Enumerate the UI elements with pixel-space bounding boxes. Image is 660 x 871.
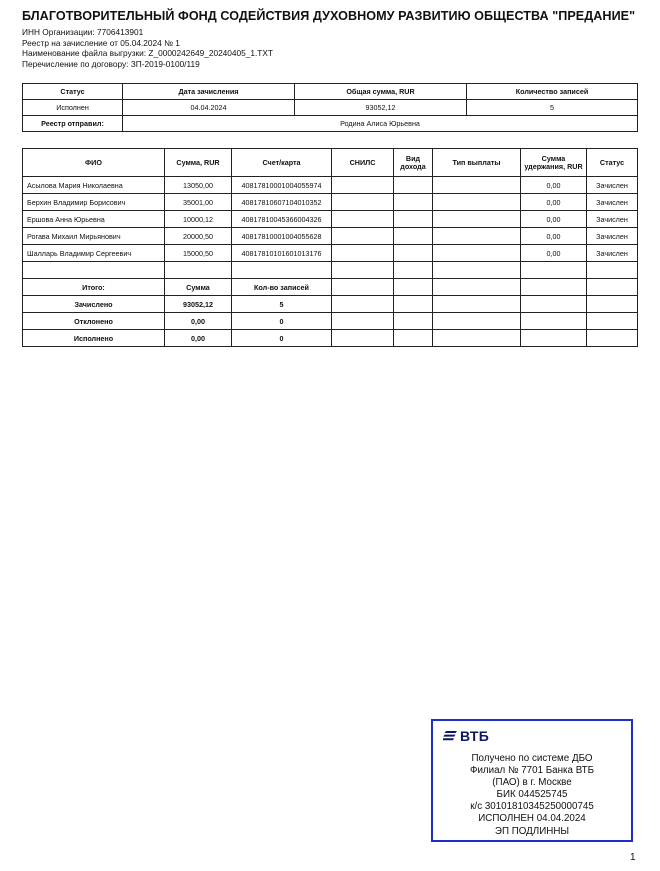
totals-sum: 0,00 xyxy=(165,313,232,330)
totals-label: Исполнено xyxy=(23,330,165,347)
cell-fio: Берхин Владимир Борисович xyxy=(23,194,165,211)
payments-table xyxy=(22,148,638,347)
summary-table xyxy=(22,83,638,132)
stamp-line: Филиал № 7701 Банка ВТБ xyxy=(470,765,594,777)
stamp-line: ЭП ПОДЛИННЫ xyxy=(494,825,570,837)
summary-header-cell: Количество записей xyxy=(467,84,638,100)
cell-income-type xyxy=(394,194,433,211)
empty-cell xyxy=(165,262,232,279)
cell-deduction: 0,00 xyxy=(521,194,587,211)
totals-count: 0 xyxy=(232,313,332,330)
cell-account: 40817810101601013176 xyxy=(232,245,332,262)
table-row xyxy=(23,194,638,211)
totals-header-cell: Сумма xyxy=(165,279,232,296)
cell-deduction: 0,00 xyxy=(521,245,587,262)
empty-cell xyxy=(521,313,587,330)
empty-cell xyxy=(394,279,433,296)
stamp-line: Получено по системе ДБО xyxy=(471,753,593,764)
cell-account: 40817810607104010352 xyxy=(232,194,332,211)
payments-header-row xyxy=(23,149,638,177)
cell-status: Зачислен xyxy=(587,245,638,262)
column-header: Вид дохода xyxy=(394,149,433,177)
cell-payment-type xyxy=(433,245,521,262)
empty-cell xyxy=(394,262,433,279)
empty-cell xyxy=(232,262,332,279)
cell-account: 40817810001004055628 xyxy=(232,228,332,245)
cell-income-type xyxy=(394,211,433,228)
column-header: Сумма, RUR xyxy=(165,149,232,177)
empty-cell xyxy=(394,330,433,347)
bank-stamp xyxy=(431,719,633,842)
stamp-line: (ПАО) в г. Москве xyxy=(492,777,572,789)
column-header: СНИЛС xyxy=(332,149,394,177)
empty-cell xyxy=(433,330,521,347)
stamp-line: к/с 30101810345250000745 xyxy=(470,801,594,813)
cell-snils xyxy=(332,228,394,245)
empty-cell xyxy=(433,262,521,279)
summary-header-cell: Общая сумма, RUR xyxy=(295,84,467,100)
cell-amount: 10000,12 xyxy=(165,211,232,228)
totals-row xyxy=(23,313,638,330)
cell-income-type xyxy=(394,228,433,245)
stamp-line: ИСПОЛНЕН 04.04.2024 xyxy=(478,813,586,825)
cell-account: 40817810001004055974 xyxy=(232,177,332,194)
summary-value-row xyxy=(23,100,638,116)
vtb-logo-icon xyxy=(443,730,457,742)
cell-payment-type xyxy=(433,211,521,228)
empty-cell xyxy=(587,262,638,279)
cell-deduction: 0,00 xyxy=(521,211,587,228)
summary-status: Исполнен xyxy=(23,100,123,116)
column-header: Сумма удержания, RUR xyxy=(521,149,587,177)
column-header: Тип выплаты xyxy=(433,149,521,177)
table-row xyxy=(23,177,638,194)
cell-account: 40817810045366004326 xyxy=(232,211,332,228)
cell-fio: Рогава Михаил Мирьянович xyxy=(23,228,165,245)
cell-fio: Шалларь Владимир Сергеевич xyxy=(23,245,165,262)
contract-line: Перечисление по договору: ЗП-2019-0100/119 xyxy=(22,58,200,69)
totals-label: Зачислено xyxy=(23,296,165,313)
document-meta xyxy=(22,27,273,69)
totals-row xyxy=(23,330,638,347)
summary-header-row xyxy=(23,84,638,100)
totals-sum: 93052,12 xyxy=(165,296,232,313)
registry-line: Реестр на зачисление от 05.04.2024 № 1 xyxy=(22,37,180,48)
cell-snils xyxy=(332,245,394,262)
sender-name: Родина Алиса Юрьевна xyxy=(123,116,638,132)
totals-sum: 0,00 xyxy=(165,330,232,347)
cell-snils xyxy=(332,177,394,194)
empty-cell xyxy=(433,279,521,296)
empty-cell xyxy=(587,330,638,347)
table-row xyxy=(23,228,638,245)
cell-snils xyxy=(332,194,394,211)
empty-cell xyxy=(332,313,394,330)
empty-cell xyxy=(587,296,638,313)
column-header: Счет/карта xyxy=(232,149,332,177)
summary-total: 93052,12 xyxy=(295,100,467,116)
cell-deduction: 0,00 xyxy=(521,177,587,194)
cell-payment-type xyxy=(433,228,521,245)
empty-cell xyxy=(521,330,587,347)
totals-header-cell: Кол-во записей xyxy=(232,279,332,296)
stamp-text xyxy=(433,753,631,838)
empty-cell xyxy=(433,313,521,330)
summary-header-cell: Статус xyxy=(23,84,123,100)
summary-date: 04.04.2024 xyxy=(123,100,295,116)
empty-cell xyxy=(332,296,394,313)
table-row xyxy=(23,211,638,228)
empty-cell xyxy=(521,279,587,296)
column-header: Статус xyxy=(587,149,638,177)
page-number: 1 xyxy=(630,852,636,863)
cell-snils xyxy=(332,211,394,228)
cell-payment-type xyxy=(433,194,521,211)
column-header: ФИО xyxy=(23,149,165,177)
empty-cell xyxy=(587,313,638,330)
empty-cell xyxy=(332,330,394,347)
empty-cell xyxy=(394,296,433,313)
summary-count: 5 xyxy=(467,100,638,116)
summary-sender-row xyxy=(23,116,638,132)
totals-header-cell: Итого: xyxy=(23,279,165,296)
totals-count: 5 xyxy=(232,296,332,313)
empty-cell xyxy=(394,313,433,330)
empty-row xyxy=(23,262,638,279)
file-name-line: Наименование файла выгрузки: Z_0000242649_20240405_1.TXT xyxy=(22,48,273,59)
inn-line: ИНН Организации: 7706413901 xyxy=(22,27,144,37)
cell-fio: Ершова Анна Юрьевна xyxy=(23,211,165,228)
sender-label: Реестр отправил: xyxy=(23,116,123,132)
totals-row xyxy=(23,296,638,313)
cell-amount: 35001,00 xyxy=(165,194,232,211)
cell-amount: 13050,00 xyxy=(165,177,232,194)
cell-status: Зачислен xyxy=(587,194,638,211)
cell-status: Зачислен xyxy=(587,228,638,245)
empty-cell xyxy=(521,262,587,279)
stamp-line: БИК 044525745 xyxy=(496,789,568,801)
empty-cell xyxy=(23,262,165,279)
cell-income-type xyxy=(394,177,433,194)
cell-amount: 15000,50 xyxy=(165,245,232,262)
cell-payment-type xyxy=(433,177,521,194)
table-row xyxy=(23,245,638,262)
cell-deduction: 0,00 xyxy=(521,228,587,245)
cell-status: Зачислен xyxy=(587,177,638,194)
totals-count: 0 xyxy=(232,330,332,347)
empty-cell xyxy=(332,262,394,279)
summary-header-cell: Дата зачисления xyxy=(123,84,295,100)
empty-cell xyxy=(332,279,394,296)
totals-header-row xyxy=(23,279,638,296)
empty-cell xyxy=(587,279,638,296)
cell-status: Зачислен xyxy=(587,211,638,228)
cell-income-type xyxy=(394,245,433,262)
totals-label: Отклонено xyxy=(23,313,165,330)
cell-amount: 20000,50 xyxy=(165,228,232,245)
empty-cell xyxy=(433,296,521,313)
vtb-logo-text: ВТБ xyxy=(460,728,490,744)
cell-fio: Асылова Мария Николаевна xyxy=(23,177,165,194)
organization-title: БЛАГОТВОРИТЕЛЬНЫЙ ФОНД СОДЕЙСТВИЯ ДУХОВНОМУ РАЗВИТИЮ ОБЩЕСТВА "ПРЕДАНИЕ" xyxy=(22,9,636,23)
empty-cell xyxy=(521,296,587,313)
vtb-logo xyxy=(443,728,489,744)
